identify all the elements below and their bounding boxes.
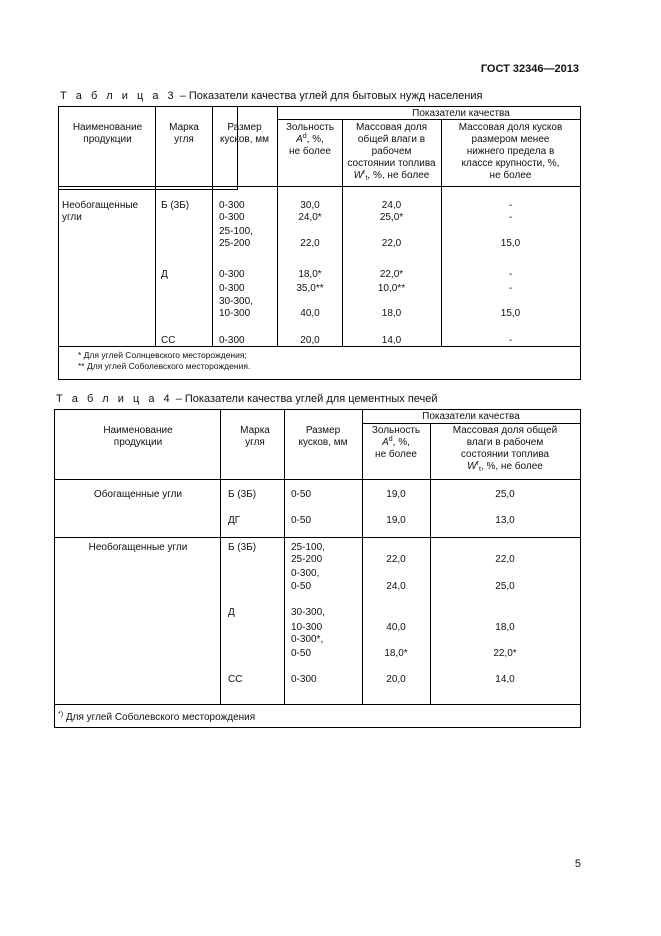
table4-moisture: 13,0 bbox=[495, 515, 515, 526]
table4-border-right bbox=[580, 409, 581, 728]
ash-symbol: A bbox=[382, 437, 389, 448]
table3-border-bottom bbox=[58, 379, 581, 380]
table4-size: 25-100, bbox=[291, 542, 325, 553]
table4-col-line bbox=[220, 409, 221, 704]
page-number: 5 bbox=[574, 858, 581, 870]
table4-product: Необогащенные угли bbox=[88, 542, 188, 553]
table3-moisture: 10,0** bbox=[377, 283, 406, 294]
table4-size: 0-300*, bbox=[291, 634, 324, 645]
table3-size: 10-300 bbox=[219, 308, 251, 319]
table3-size: 25-100, bbox=[219, 226, 253, 237]
table3-grade: Д bbox=[161, 269, 168, 280]
table3-moisture: 24,0 bbox=[381, 200, 402, 211]
moisture-unit: , %, не более bbox=[480, 461, 543, 472]
table3-size: 0-300 bbox=[219, 200, 245, 211]
table4-product: Обогащенные угли bbox=[93, 489, 183, 500]
table4-quality-rule bbox=[362, 423, 581, 424]
moisture-superscript: r bbox=[363, 169, 366, 176]
moisture-unit: , %, не более bbox=[367, 170, 430, 181]
table4-ash: 20,0 bbox=[386, 674, 406, 685]
table3-note: * Для углей Солнцевского месторождения; bbox=[78, 350, 247, 360]
table4-header-ash-line3: не более bbox=[375, 449, 417, 460]
table4-moisture: 18,0 bbox=[495, 622, 515, 633]
table4-moisture: 25,0 bbox=[495, 581, 515, 592]
table3-header-rule-2 bbox=[58, 189, 238, 190]
table4-header-moisture bbox=[430, 425, 580, 473]
table4-size: 30-300, bbox=[291, 607, 325, 618]
table4-size: 0-50 bbox=[291, 515, 312, 526]
table3-moisture: 18,0 bbox=[381, 308, 402, 319]
table4-size: 0-50 bbox=[291, 489, 312, 500]
table4-size: 0-50 bbox=[291, 648, 312, 659]
table3-ash: 40,0 bbox=[300, 308, 320, 319]
table3-product: Необогащенные угли bbox=[62, 200, 139, 223]
table3-size: 0-300 bbox=[219, 335, 245, 346]
table3-header-rule bbox=[58, 186, 581, 187]
table4-moisture: 22,0 bbox=[495, 554, 515, 565]
ash-symbol: A bbox=[296, 134, 303, 145]
table4-header-product: Наименование продукции bbox=[103, 425, 173, 448]
table3-header-moisture bbox=[342, 122, 441, 182]
table4-note-text: Для углей Соболевского месторождения bbox=[63, 712, 256, 723]
table4-header-moisture-text: Массовая доля общей влаги в рабочем состоянии топлива bbox=[452, 425, 558, 460]
table3-grade: Б (3Б) bbox=[161, 200, 190, 211]
table4-ash: 22,0 bbox=[386, 554, 406, 565]
table3-size: 0-300 bbox=[219, 212, 245, 223]
table4-size: 10-300 bbox=[291, 622, 323, 633]
table3-lumps: - bbox=[508, 283, 513, 294]
table3-moisture: 22,0 bbox=[381, 238, 402, 249]
moisture-subscript: t bbox=[365, 175, 368, 182]
table3-moisture: 22,0* bbox=[379, 269, 404, 280]
moisture-symbol: W bbox=[353, 170, 364, 181]
table4-size: 0-300, bbox=[291, 568, 320, 579]
table3-ash: 22,0 bbox=[300, 238, 320, 249]
table3-lumps: - bbox=[508, 212, 513, 223]
table4-header-moisture-symbol-line bbox=[430, 461, 580, 473]
table4-header-rule bbox=[54, 479, 581, 480]
table3-ash: 18,0* bbox=[298, 269, 322, 280]
ash-unit: , %, bbox=[306, 134, 324, 145]
table3-border-top bbox=[58, 106, 581, 107]
moisture-subscript: t bbox=[478, 466, 481, 473]
table3-moisture: 25,0* bbox=[379, 212, 404, 223]
table3-col-line bbox=[237, 106, 238, 190]
table4-ash: 18,0* bbox=[384, 648, 408, 659]
table3-ash: 20,0 bbox=[300, 335, 320, 346]
table3-caption-label: Т а б л и ц а 3 bbox=[60, 90, 177, 102]
table3-lumps: - bbox=[508, 200, 513, 211]
moisture-superscript: r bbox=[476, 460, 479, 467]
table3-size: 0-300 bbox=[219, 269, 245, 280]
table4-size: 0-50 bbox=[291, 581, 312, 592]
table4-grade: Д bbox=[228, 607, 235, 618]
table4-grade: ДГ bbox=[228, 515, 241, 526]
table3-header-quality: Показатели качества bbox=[412, 108, 510, 119]
table4-ash: 40,0 bbox=[386, 622, 406, 633]
table4-grade: СС bbox=[228, 674, 243, 685]
table4-notes-rule bbox=[54, 704, 581, 705]
table3-lumps: - bbox=[508, 269, 513, 280]
ash-unit: , %, bbox=[392, 437, 410, 448]
table4-moisture: 22,0* bbox=[493, 648, 517, 659]
table4-header-quality: Показатели качества bbox=[422, 411, 520, 422]
table4-note bbox=[58, 712, 255, 724]
table4-grade: Б (3Б) bbox=[228, 489, 257, 500]
table3-header-lumps: Массовая доля кусков размером менее нижнего предела в классе крупности, %, не более bbox=[458, 122, 563, 181]
document-code: ГОСТ 32346—2013 bbox=[480, 63, 579, 75]
table4-size: 25-200 bbox=[291, 554, 323, 565]
table4-header-ash bbox=[362, 425, 430, 461]
table4-caption bbox=[56, 393, 438, 405]
table4-header-grade: Марка угля bbox=[240, 425, 270, 448]
table4-header-ash-line1: Зольность bbox=[371, 425, 421, 436]
table3-header-moisture-text: Массовая доля общей влаги в рабочем состоянии топлива bbox=[347, 122, 436, 169]
table3-caption-text: – Показатели качества углей для бытовых нужд населения bbox=[176, 90, 483, 102]
table4-group-rule bbox=[54, 537, 581, 538]
table3-border-left bbox=[58, 106, 59, 380]
table4-moisture: 14,0 bbox=[495, 674, 515, 685]
table3-ash: 35,0** bbox=[296, 283, 324, 294]
table3-header-product: Наименование продукции bbox=[72, 122, 143, 145]
table4-note-mark: *) bbox=[58, 711, 64, 718]
table3-lumps: - bbox=[508, 335, 513, 346]
table3-lumps: 15,0 bbox=[500, 308, 521, 319]
table3-header-moisture-symbol-line bbox=[342, 170, 441, 182]
table3-header-ash-line3: не более bbox=[289, 146, 331, 157]
table4-header-ash-line2 bbox=[362, 437, 430, 449]
table3-size: 0-300 bbox=[219, 283, 245, 294]
table4-ash: 19,0 bbox=[386, 489, 406, 500]
table3-caption bbox=[60, 90, 482, 102]
table4-caption-label: Т а б л и ц а 4 bbox=[56, 393, 173, 405]
table3-header-ash-line1: Зольность bbox=[285, 122, 335, 133]
table4-header-size: Размер кусков, мм bbox=[298, 425, 348, 448]
moisture-symbol: W bbox=[467, 461, 477, 472]
table3-header-ash-line2 bbox=[278, 134, 342, 146]
table4-col-line bbox=[284, 409, 285, 704]
table3-header-size: Размер кусков, мм bbox=[219, 122, 270, 145]
table3-header-grade: Марка угля bbox=[169, 122, 199, 145]
table3-size: 25-200 bbox=[219, 238, 251, 249]
table4-border-left bbox=[54, 409, 55, 728]
table4-ash: 19,0 bbox=[386, 515, 406, 526]
table3-header-ash bbox=[278, 122, 342, 158]
ash-superscript: d bbox=[302, 133, 307, 140]
ash-superscript: d bbox=[388, 436, 393, 443]
table3-ash: 30,0 bbox=[300, 200, 320, 211]
table3-size: 30-300, bbox=[219, 296, 253, 307]
table3-grade: СС bbox=[161, 335, 176, 346]
table4-caption-text: – Показатели качества углей для цементных печей bbox=[172, 393, 438, 405]
table4-border-top bbox=[54, 409, 581, 410]
table4-moisture: 25,0 bbox=[495, 489, 515, 500]
table3-lumps: 15,0 bbox=[500, 238, 521, 249]
table3-ash: 24,0* bbox=[298, 212, 322, 223]
table4-grade: Б (3Б) bbox=[228, 542, 257, 553]
table4-ash: 24,0 bbox=[386, 581, 406, 592]
table4-size: 0-300 bbox=[291, 674, 317, 685]
table4-border-bottom bbox=[54, 727, 581, 728]
table3-moisture: 14,0 bbox=[381, 335, 402, 346]
table3-note: ** Для углей Соболевского месторождения. bbox=[78, 361, 251, 371]
table3-border-right bbox=[580, 106, 581, 380]
